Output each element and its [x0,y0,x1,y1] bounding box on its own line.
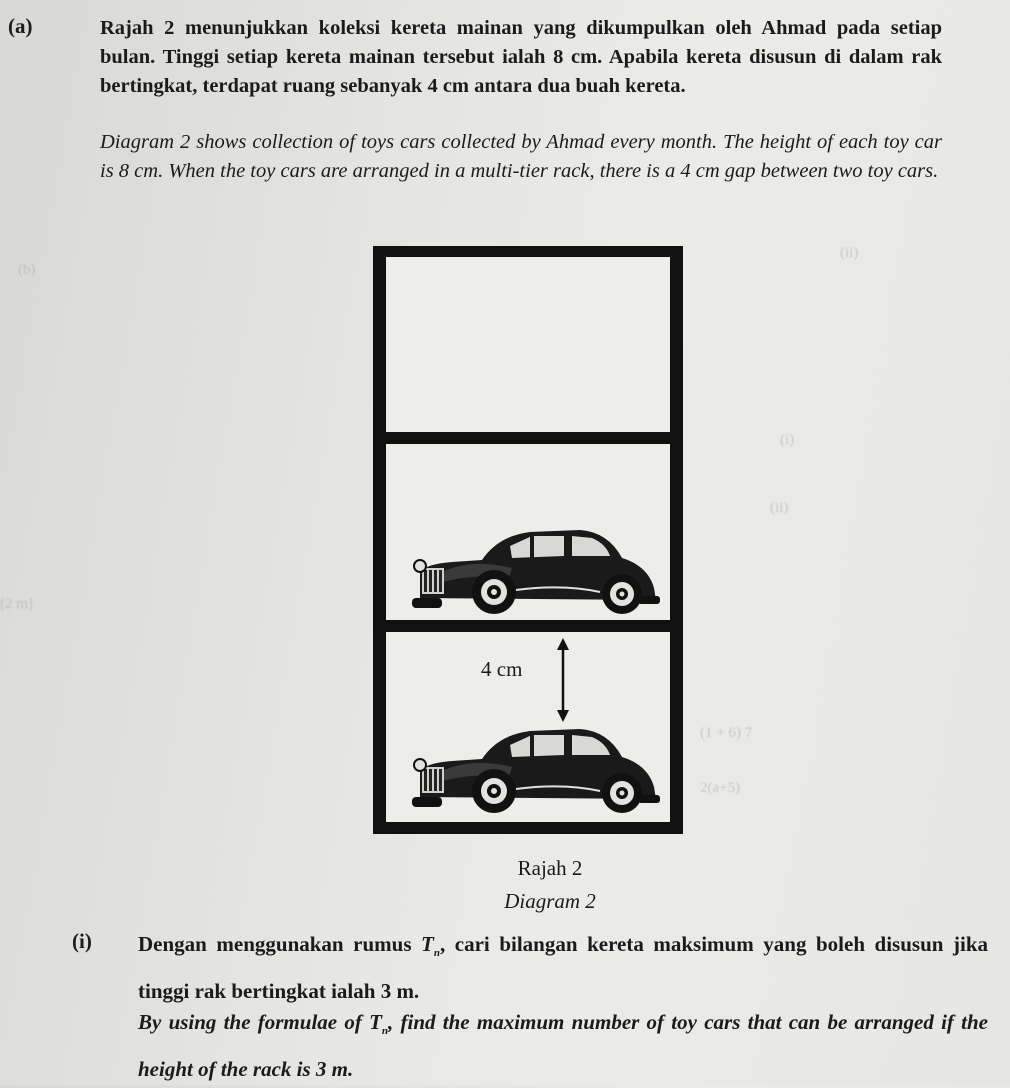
question-text-english: Diagram 2 shows collection of toys cars collected by Ahmad every month. The height of each toy car is 8 cm. When the toy cars are arranged in a multi-tier rack, there is a 4 cm gap between two toy cars. [100,131,942,182]
formula-symbol-english: $T_n$ [369,1010,389,1038]
subquestion-text-english [138,1003,988,1088]
subquestion-text-malay [138,925,988,1010]
toy-car-upper [412,528,660,616]
subquestion-english-after: , find the maximum number of toy cars that can be arranged if the height of the rack is 3 m. [138,1010,989,1082]
formula-symbol: $T_n$ [421,932,440,960]
question-label: (a) [8,14,33,38]
diagram-caption-english: Diagram 2 [504,889,596,913]
subquestion-malay-after: , cari bilangan kereta maksimum yang boleh disusun jika tinggi rak bertingkat ialah 3 m. [138,932,988,1004]
rack-tier-top [386,257,670,432]
question-text-malay: Rajah 2 menunjukkan koleksi kereta mainan yang dikumpulkan oleh Ahmad pada setiap bulan. Tinggi setiap kereta mainan tersebut ialah 8 cm. Apabila kereta disusun di dalam rak bertingkat, terdapat ruang sebanyak 4 cm antara dua buah kereta. [100,17,942,97]
gap-label: 4 cm [481,657,523,681]
subquestion-malay-before: Dengan menggunakan rumus [138,932,412,956]
double-arrow-icon [553,638,573,722]
toy-car-lower [412,727,660,815]
subquestion-english-before: By using the formulae of [138,1010,362,1034]
subquestion-label: (i) [72,929,92,953]
diagram-caption-malay: Rajah 2 [517,856,583,880]
